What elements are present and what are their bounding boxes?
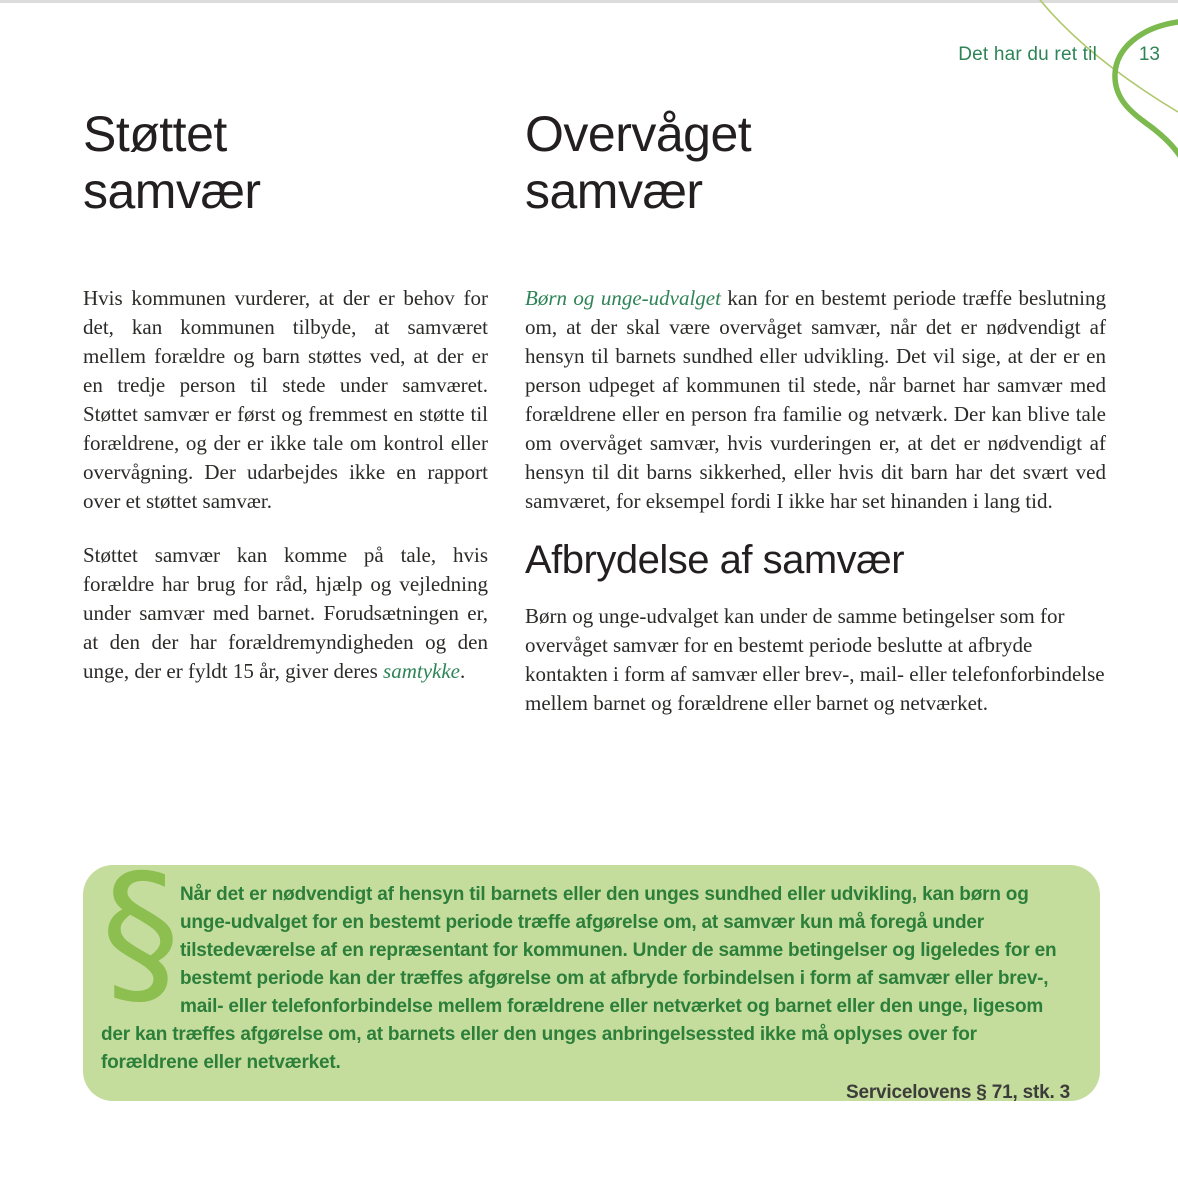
- text-segment: .: [460, 659, 466, 683]
- heading-stoettet-samvaer: [83, 106, 488, 220]
- left-paragraph-1: [83, 284, 488, 516]
- heading-line-2: samvær: [525, 163, 703, 219]
- page-top-edge: [0, 0, 1178, 3]
- inline-link[interactable]: Børn og unge-udvalget: [525, 286, 721, 310]
- right-paragraph-1: [525, 284, 1106, 516]
- heading-line-1: Overvåget: [525, 106, 752, 162]
- paragraph-section-icon: §: [101, 841, 180, 1025]
- text-segment: Børn og unge-udvalget kan under de samme betingelser som for overvåget samvær for en bestemt periode beslutte at afbryde kontakten i form af samvær eller brev-, mail- eller telefonforbindelse mellem barnet og forældrene eller barnet og netværket.: [525, 604, 1105, 715]
- heading-overvaaget-samvaer: [525, 106, 1106, 220]
- text-segment: Støttet samvær kan komme på tale, hvis forældre har brug for råd, hjælp og vejledning under samvær med barnet. Forudsætningen er, at den der har forældremyndigheden og den unge, der er fyldt 15 år, giver deres: [83, 543, 488, 683]
- heading-line-1: Støttet: [83, 106, 227, 162]
- text-segment: Hvis kommunen vurderer, at der er behov for det, kan kommunen tilbyde, at samværet mellem forældre og barn støttes ved, at der er en tredje person til stede under samværet. Støttet samvær er først og fremmest en støtte til forældrene, og der er ikke tale om kontrol eller overvågning. Der udarbejdes ikke en rapport over et støttet samvær.: [83, 286, 488, 513]
- law-quote-text: Når det er nødvendigt af hensyn til barnets eller den unges sundhed eller udvikling, kan børn og unge-udvalget for en bestemt periode træffe afgørelse om, at samvær kun må foregå under tilstedeværelse af en repræsentant for kommunen. Under de samme betingelser og ligeledes for en bestemt periode kan der træffes afgørelse om at afbryde forbindelsen i form af samvær eller brev-, mail- eller telefonforbindelse mellem forældrene eller netværket og barnet eller den unge, ligesom der kan træffes afgørelse om, at barnets eller den unges anbringelsessted ikke må oplyses over for forældrene eller netværket.: [101, 884, 1057, 1073]
- inline-link[interactable]: samtykke: [383, 659, 461, 683]
- running-header: Det har du ret til: [958, 44, 1097, 65]
- left-paragraph-2: [83, 541, 488, 686]
- right-column: [525, 106, 1106, 718]
- heading-afbrydelse-af-samvaer: Afbrydelse af samvær: [525, 538, 905, 582]
- page-number: 13: [1138, 44, 1160, 65]
- law-citation: Servicelovens § 71, stk. 3: [845, 1082, 1070, 1103]
- left-column: [83, 106, 488, 686]
- text-segment: kan for en bestemt periode træffe beslutning om, at der skal være overvåget samvær, når det er nødvendigt af hensyn til barnets sundhed eller udvikling. Det vil sige, at der er en person udpeget af kommunen til stede, når barnet har samvær med forældrene eller en person fra familie og netværk. Der kan blive tale om overvåget samvær, hvis vurderingen er, at det er nødvendigt af hensyn til dit barns sikkerhed, eller hvis dit barn har det svært ved samværet, for eksempel fordi I ikke har set hinanden i lang tid.: [525, 286, 1106, 513]
- law-quote-box: [83, 841, 1100, 1103]
- heading-line-2: samvær: [83, 163, 261, 219]
- right-paragraph-2: [525, 602, 1106, 718]
